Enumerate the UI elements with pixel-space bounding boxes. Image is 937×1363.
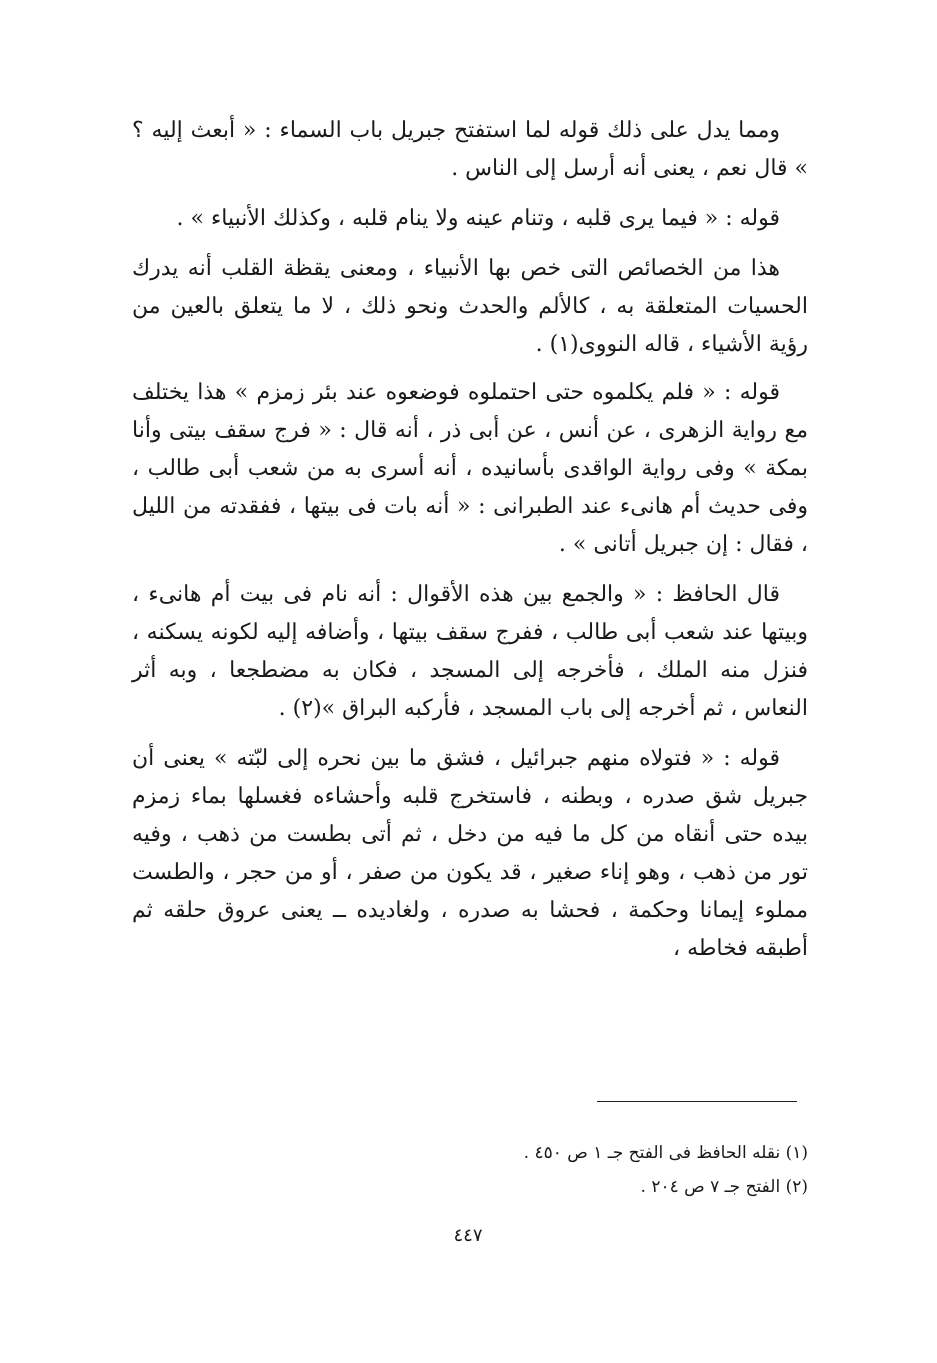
footnote: (٢) الفتح جـ ٧ ص ٢٠٤ . bbox=[640, 1177, 808, 1197]
footnote-separator bbox=[597, 1101, 797, 1102]
paragraph: قوله : « فلم يكلموه حتى احتملوه فوضعوه عند بئر زمزم » هذا يختلف مع رواية الزهرى ، عن أنس ، عن أبى ذر ، أنه قال : « فرج سقف بيتى وأنا بمكة » وفى رواية الواقدى بأسانيده ، أنه أسرى به من شعب أبى طالب ، وفى حديث أم هانىء عند الطبرانى : « أنه بات فى بيتها ، ففقدته من الليل ، فقال : إن جبريل أتانى » . bbox=[132, 380, 808, 557]
paragraph: قوله : « فتولاه منهم جبرائيل ، فشق ما بين نحره إلى لبّته » يعنى أن جبريل شق صدره ، وبطنه ، فاستخرج قلبه وأحشاءه فغسلها بماء زمزم بيده حتى أنقاه من كل ما فيه من دخل ، ثم أتى بطست من ذهب ، وفيه تور من ذهب ، وهو إناء صغير ، قد يكون من صفر ، أو من حجر ، والطست مملوء إيمانا وحكمة ، فحشا به صدره ، ولغاديده ــ يعنى عروق حلقه ثم أطبقه فخاطه ، bbox=[132, 746, 808, 961]
paragraph: قوله : « فيما يرى قلبه ، وتنام عينه ولا ينام قلبه ، وكذلك الأنبياء » . bbox=[176, 206, 780, 231]
paragraph: ومما يدل على ذلك قوله لما استفتح جبريل باب السماء : « أبعث إليه ؟ » قال نعم ، يعنى أنه أرسل إلى الناس . bbox=[132, 118, 808, 181]
paragraph: هذا من الخصائص التى خص بها الأنبياء ، ومعنى يقظة القلب أنه يدرك الحسيات المتعلقة به ، كالألم والحدث ونحو ذلك ، لا ما يتعلق بالعين من رؤية الأشياء ، قاله النووى(١) . bbox=[132, 256, 809, 357]
footnote: (١) نقله الحافظ فى الفتح جـ ١ ص ٤٥٠ . bbox=[523, 1143, 808, 1163]
page-number: ٤٤٧ bbox=[453, 1225, 483, 1246]
footnotes bbox=[300, 1136, 808, 1204]
main-text bbox=[132, 112, 808, 980]
paragraph: قال الحافظ : « والجمع بين هذه الأقوال : أنه نام فى بيت أم هانىء ، وبيتها عند شعب أبى طالب ، ففرج سقف بيتها ، وأضافه إليه لكونه يسكنه ، فنزل منه الملك ، فأخرجه إلى المسجد ، فكان به مضطجعا ، وبه أثر النعاس ، ثم أخرجه إلى باب المسجد ، فأركبه البراق »(٢) . bbox=[132, 582, 808, 721]
